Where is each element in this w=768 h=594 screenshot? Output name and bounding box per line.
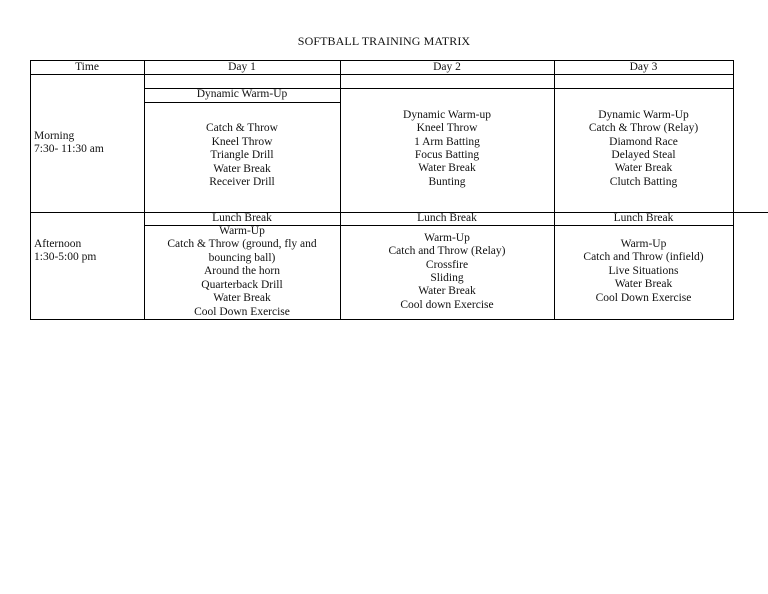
list-item: Warm-Up xyxy=(219,225,265,238)
list-item: Catch & Throw xyxy=(206,122,278,135)
list-item: Crossfire xyxy=(425,258,469,271)
day3-afternoon-activities xyxy=(554,237,733,306)
header-day3: Day 3 xyxy=(629,61,658,73)
list-item: Kneel Throw xyxy=(416,122,478,135)
table-right-border xyxy=(733,60,734,320)
header-day1: Day 1 xyxy=(228,61,256,73)
list-item: Quarterback Drill xyxy=(201,278,283,291)
list-item: Warm-Up xyxy=(424,231,470,244)
day2-morning-activities xyxy=(340,108,554,190)
header-bottom-border xyxy=(30,74,734,75)
table-left-border xyxy=(30,60,31,320)
list-item: Focus Batting xyxy=(414,149,480,161)
list-item: Water Break xyxy=(418,162,476,175)
list-item: Water Break xyxy=(614,278,673,291)
day2-afternoon-activities xyxy=(340,231,554,313)
afternoon-time: 1:30-5:00 pm xyxy=(34,251,97,263)
list-item: Kneel Throw xyxy=(211,135,273,148)
list-item: Warm-Up xyxy=(620,237,667,250)
list-item: 1 Arm Batting xyxy=(414,135,480,148)
header-day2: Day 2 xyxy=(433,61,461,73)
table-bottom-border xyxy=(30,319,734,320)
list-item: Clutch Batting xyxy=(609,175,678,188)
page-title: SOFTBALL TRAINING MATRIX xyxy=(297,34,471,48)
list-item: Water Break xyxy=(213,162,271,175)
afternoon-label: Afternoon xyxy=(34,237,82,250)
list-item: Diamond Race xyxy=(609,135,678,148)
list-item: bouncing ball) xyxy=(208,251,276,264)
day1-morning-activities xyxy=(144,122,340,190)
list-item: Cool Down Exercise xyxy=(595,291,692,304)
day1-afternoon-activities xyxy=(144,225,340,319)
list-item: Delayed Steal xyxy=(611,149,676,161)
list-item: Water Break xyxy=(614,162,673,175)
list-item: Around the horn xyxy=(203,265,280,278)
morning-time: 7:30- 11:30 am xyxy=(34,143,104,155)
list-item: Dynamic Warm-up xyxy=(403,108,491,121)
afternoon-time-cell xyxy=(34,236,142,266)
list-item: Triangle Drill xyxy=(210,149,274,162)
list-item: Catch & Throw (ground, fly and xyxy=(167,238,317,251)
day2-lunch: Lunch Break xyxy=(417,211,477,224)
list-item: Catch and Throw (infield) xyxy=(583,251,704,264)
list-item: Catch and Throw (Relay) xyxy=(388,245,506,258)
day3-morning-activities xyxy=(554,108,733,190)
list-item: Catch & Throw (Relay) xyxy=(588,122,699,135)
list-item: Cool down Exercise xyxy=(400,298,494,311)
list-item: Water Break xyxy=(418,285,476,298)
day1-warmup-border xyxy=(144,102,341,103)
list-item: Cool Down Exercise xyxy=(194,305,290,318)
morning-time-cell xyxy=(34,88,142,198)
day1-morning-warmup: Dynamic Warm-Up xyxy=(196,88,288,101)
list-item: Dynamic Warm-Up xyxy=(598,108,689,121)
header-time: Time xyxy=(75,61,99,73)
morning-label: Morning xyxy=(34,129,75,142)
day3-lunch: Lunch Break xyxy=(613,211,674,224)
list-item: Sliding xyxy=(430,272,464,284)
list-item: Receiver Drill xyxy=(209,176,275,189)
list-item: Bunting xyxy=(428,175,466,188)
day1-lunch: Lunch Break xyxy=(212,211,272,224)
list-item: Water Break xyxy=(213,292,271,305)
list-item: Live Situations xyxy=(608,264,679,277)
